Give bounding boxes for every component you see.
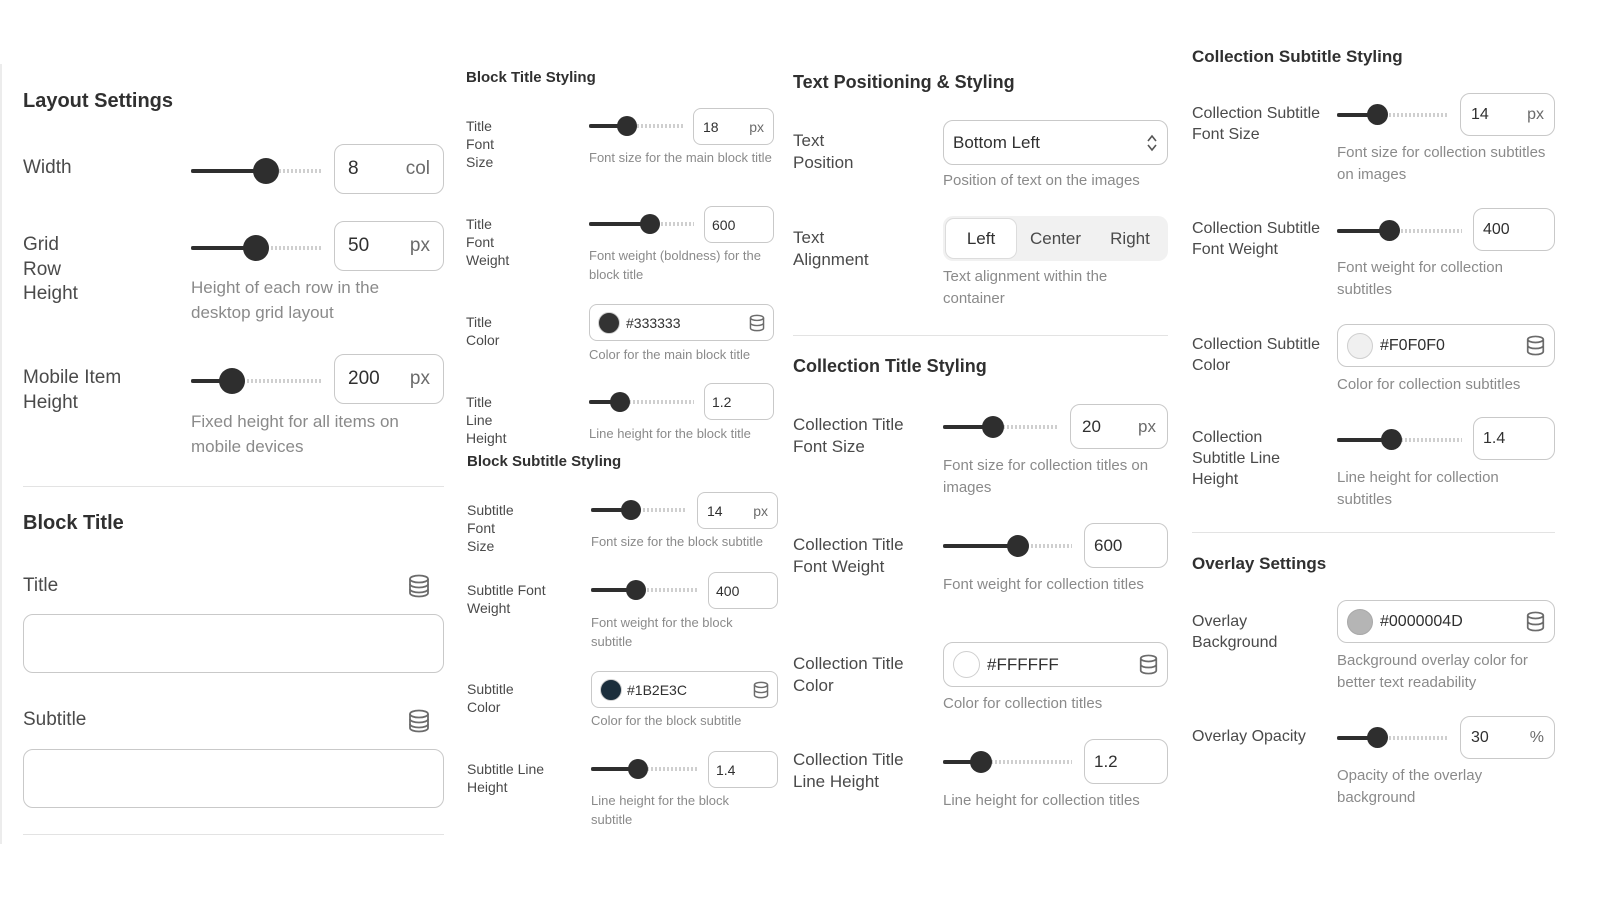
text-position-value: Bottom Left <box>953 132 1040 152</box>
collection-subtitle-line-height-input[interactable] <box>1473 417 1555 460</box>
subtitle-color-input[interactable] <box>591 671 778 708</box>
collection-title-color-swatch[interactable] <box>953 651 980 678</box>
mobile-item-height-slider-thumb[interactable] <box>219 368 245 394</box>
subtitle-font-weight-slider-thumb[interactable] <box>626 580 646 600</box>
subtitle-input[interactable] <box>23 749 444 808</box>
mobile-item-height-input[interactable] <box>334 354 444 404</box>
title-color-help: Color for the main block title <box>589 347 751 362</box>
title-color-swatch[interactable] <box>598 312 620 334</box>
collection-title-font-size-help: Font size for collection titles on images <box>943 457 1149 496</box>
mobile-item-height-slider[interactable] <box>191 368 321 394</box>
database-icon[interactable] <box>753 681 769 699</box>
text-alignment-toggle <box>943 216 1168 261</box>
collection-subtitle-styling-heading: Collection Subtitle Styling <box>1192 47 1403 66</box>
text-alignment-help: Text alignment within the container <box>943 268 1108 307</box>
collection-subtitle-font-weight-value: 400 <box>1483 220 1510 238</box>
subtitle-font-size-input[interactable] <box>697 492 778 529</box>
collection-title-color-label: Collection Title Color <box>793 654 904 696</box>
database-icon[interactable] <box>408 709 430 733</box>
title-line-height-slider-thumb[interactable] <box>610 392 630 412</box>
collection-title-line-height-help: Line height for collection titles <box>943 792 1140 809</box>
section-divider <box>23 486 444 487</box>
collection-subtitle-font-size-value: 14 <box>1471 105 1489 123</box>
grid-row-height-value: 50 <box>348 235 370 256</box>
collection-subtitle-font-size-unit: px <box>1527 105 1544 123</box>
mobile-item-height-unit: px <box>409 368 430 389</box>
overlay-opacity-slider[interactable] <box>1337 727 1449 748</box>
collection-title-line-height-slider-thumb[interactable] <box>970 751 992 773</box>
title-font-weight-slider-thumb[interactable] <box>640 214 660 234</box>
section-divider <box>23 834 444 835</box>
title-font-weight-slider[interactable] <box>589 214 694 234</box>
subtitle-font-size-slider-thumb[interactable] <box>621 500 641 520</box>
collection-title-line-height-value: 1.2 <box>1094 751 1118 771</box>
collection-title-styling-heading: Collection Title Styling <box>793 356 987 376</box>
width-slider[interactable] <box>191 158 321 184</box>
subtitle-font-size-slider[interactable] <box>591 500 687 520</box>
align-left-button[interactable]: Left <box>946 219 1016 258</box>
subtitle-line-height-label: Subtitle Line Height <box>467 761 545 796</box>
database-icon[interactable] <box>749 314 765 332</box>
grid-row-height-unit: px <box>409 235 430 256</box>
database-icon[interactable] <box>1526 335 1545 356</box>
collection-title-line-height-slider[interactable] <box>943 751 1072 773</box>
title-color-value: #333333 <box>626 314 681 331</box>
title-font-size-value: 18 <box>703 118 719 135</box>
title-color-label: Title Color <box>466 314 500 349</box>
collection-subtitle-line-height-slider[interactable] <box>1337 429 1462 450</box>
collection-subtitle-font-weight-label: Collection Subtitle Font Weight <box>1192 220 1321 258</box>
collection-title-color-value: #FFFFFF <box>987 654 1059 674</box>
width-value: 8 <box>348 158 359 179</box>
grid-row-height-input[interactable] <box>334 221 444 271</box>
collection-subtitle-font-weight-slider-thumb[interactable] <box>1379 220 1400 241</box>
subtitle-font-weight-input[interactable] <box>708 572 778 609</box>
overlay-background-input[interactable] <box>1337 600 1555 643</box>
collection-title-color-help: Color for collection titles <box>943 695 1103 712</box>
title-line-height-value: 1.2 <box>712 393 732 410</box>
title-line-height-slider[interactable] <box>589 392 694 412</box>
overlay-background-label: Overlay Background <box>1192 613 1278 651</box>
collection-subtitle-color-help: Color for collection subtitles <box>1337 376 1521 393</box>
text-position-select[interactable] <box>943 120 1168 165</box>
collection-subtitle-line-height-slider-thumb[interactable] <box>1381 429 1402 450</box>
subtitle-line-height-value: 1.4 <box>716 761 736 778</box>
overlay-opacity-label: Overlay Opacity <box>1192 728 1306 745</box>
overlay-opacity-input[interactable] <box>1460 716 1555 759</box>
collection-title-line-height-input[interactable] <box>1084 739 1168 784</box>
title-font-size-unit: px <box>749 118 764 135</box>
mobile-item-height-label: Mobile Item Height <box>23 367 122 413</box>
subtitle-font-size-label: Subtitle Font Size <box>467 502 514 555</box>
collection-subtitle-font-size-slider[interactable] <box>1337 104 1449 125</box>
overlay-opacity-slider-thumb[interactable] <box>1367 727 1388 748</box>
subtitle-color-help: Color for the block subtitle <box>591 713 742 728</box>
subtitle-line-height-slider-thumb[interactable] <box>628 759 648 779</box>
subtitle-font-weight-slider[interactable] <box>591 580 698 600</box>
align-right-button[interactable]: Right <box>1110 228 1150 248</box>
subtitle-line-height-input[interactable] <box>708 751 778 788</box>
layout-settings-heading: Layout Settings <box>23 90 174 112</box>
collection-subtitle-font-weight-input[interactable] <box>1473 208 1555 251</box>
text-position-label: Text Position <box>793 131 854 173</box>
panel-edge <box>0 64 2 844</box>
collection-subtitle-line-height-value: 1.4 <box>1483 429 1506 447</box>
overlay-opacity-help: Opacity of the overlay background <box>1337 767 1483 806</box>
collection-title-font-weight-slider-thumb[interactable] <box>1007 535 1029 557</box>
collection-title-font-weight-help: Font weight for collection titles <box>943 576 1144 593</box>
overlay-opacity-unit: % <box>1529 728 1544 746</box>
collection-subtitle-font-weight-help: Font weight for collection subtitles <box>1337 259 1503 298</box>
section-divider <box>1192 532 1555 533</box>
collection-title-font-size-slider-thumb[interactable] <box>982 416 1004 438</box>
collection-subtitle-line-height-help: Line height for collection subtitles <box>1337 469 1499 508</box>
title-font-weight-value: 600 <box>712 216 736 233</box>
subtitle-field-label: Subtitle <box>23 709 87 730</box>
title-color-input[interactable] <box>589 304 774 341</box>
collection-subtitle-font-size-help: Font size for collection subtitles on images <box>1337 144 1546 183</box>
overlay-background-value: #0000004D <box>1380 612 1463 630</box>
subtitle-color-value: #1B2E3C <box>627 681 687 698</box>
collection-title-font-size-value: 20 <box>1082 416 1101 436</box>
title-font-weight-input[interactable] <box>704 206 774 243</box>
subtitle-color-label: Subtitle Color <box>467 681 514 716</box>
block-subtitle-styling-heading: Block Subtitle Styling <box>467 453 622 470</box>
subtitle-color-swatch[interactable] <box>600 679 622 701</box>
grid-row-height-slider-thumb[interactable] <box>243 235 269 261</box>
title-line-height-input[interactable] <box>704 383 774 420</box>
title-font-weight-help: Font weight (boldness) for the block title <box>589 248 761 282</box>
overlay-opacity-value: 30 <box>1471 728 1489 746</box>
text-position-help: Position of text on the images <box>943 172 1140 189</box>
subtitle-font-size-unit: px <box>753 502 768 519</box>
collection-subtitle-color-swatch[interactable] <box>1347 333 1373 359</box>
title-line-height-help: Line height for the block title <box>589 426 751 441</box>
subtitle-font-weight-help: Font weight for the block subtitle <box>591 615 733 649</box>
align-center-button[interactable]: Center <box>1029 228 1082 248</box>
block-title-styling-heading: Block Title Styling <box>466 69 596 86</box>
title-font-size-label: Title Font Size <box>466 118 495 171</box>
title-font-size-slider[interactable] <box>589 116 683 136</box>
title-font-size-slider-thumb[interactable] <box>617 116 637 136</box>
width-label: Width <box>23 157 72 178</box>
width-slider-thumb[interactable] <box>253 158 279 184</box>
sort-arrows-icon <box>1146 133 1158 153</box>
collection-subtitle-color-input[interactable] <box>1337 324 1555 367</box>
collection-title-font-weight-value: 600 <box>1094 535 1123 555</box>
collection-title-font-size-unit: px <box>1138 416 1156 436</box>
title-line-height-label: Title Line Height <box>466 394 507 447</box>
collection-title-font-weight-input[interactable] <box>1084 523 1168 568</box>
database-icon[interactable] <box>1526 611 1545 632</box>
overlay-background-help: Background overlay color for better text readability <box>1337 652 1528 691</box>
subtitle-line-height-help: Line height for the block subtitle <box>591 793 730 827</box>
collection-subtitle-font-size-slider-thumb[interactable] <box>1367 104 1388 125</box>
grid-row-height-slider[interactable] <box>191 235 321 261</box>
collection-title-font-weight-label: Collection Title Font Weight <box>793 535 904 577</box>
collection-subtitle-font-weight-slider[interactable] <box>1337 220 1462 241</box>
collection-subtitle-color-label: Collection Subtitle Color <box>1192 336 1321 374</box>
collection-subtitle-line-height-label: Collection Subtitle Line Height <box>1192 429 1281 488</box>
section-divider <box>793 335 1168 336</box>
collection-title-font-size-input[interactable] <box>1070 404 1168 449</box>
collection-title-font-size-label: Collection Title Font Size <box>793 415 904 457</box>
subtitle-font-size-value: 14 <box>707 502 723 519</box>
collection-title-font-weight-slider[interactable] <box>943 535 1072 557</box>
overlay-settings-heading: Overlay Settings <box>1192 554 1327 573</box>
subtitle-font-weight-label: Subtitle Font Weight <box>467 582 546 617</box>
collection-subtitle-font-size-label: Collection Subtitle Font Size <box>1192 105 1321 143</box>
text-alignment-label: Text Alignment <box>793 228 869 270</box>
collection-title-color-input[interactable] <box>943 642 1168 687</box>
database-icon[interactable] <box>1139 654 1158 675</box>
collection-title-font-size-slider[interactable] <box>943 416 1058 438</box>
subtitle-font-weight-value: 400 <box>716 582 740 599</box>
collection-title-line-height-label: Collection Title Line Height <box>793 750 904 792</box>
width-input[interactable] <box>334 144 444 194</box>
database-icon[interactable] <box>408 574 430 598</box>
title-input[interactable] <box>23 614 444 673</box>
title-font-size-input[interactable] <box>693 108 774 145</box>
width-unit: col <box>405 158 430 179</box>
title-font-size-help: Font size for the main block title <box>589 150 772 165</box>
title-font-weight-label: Title Font Weight <box>466 216 510 269</box>
mobile-item-height-help: Fixed height for all items on mobile devices <box>191 412 399 456</box>
mobile-item-height-value: 200 <box>348 368 380 389</box>
overlay-background-swatch[interactable] <box>1347 609 1373 635</box>
grid-row-height-help: Height of each row in the desktop grid layout <box>191 278 380 322</box>
subtitle-font-size-help: Font size for the block subtitle <box>591 534 763 549</box>
block-title-heading: Block Title <box>23 512 124 534</box>
collection-subtitle-color-value: #F0F0F0 <box>1380 336 1445 354</box>
subtitle-line-height-slider[interactable] <box>591 759 698 779</box>
grid-row-height-label: Grid Row Height <box>23 234 78 305</box>
text-positioning-heading: Text Positioning & Styling <box>793 72 1015 92</box>
collection-subtitle-font-size-input[interactable] <box>1460 93 1555 136</box>
title-field-label: Title <box>23 575 59 596</box>
